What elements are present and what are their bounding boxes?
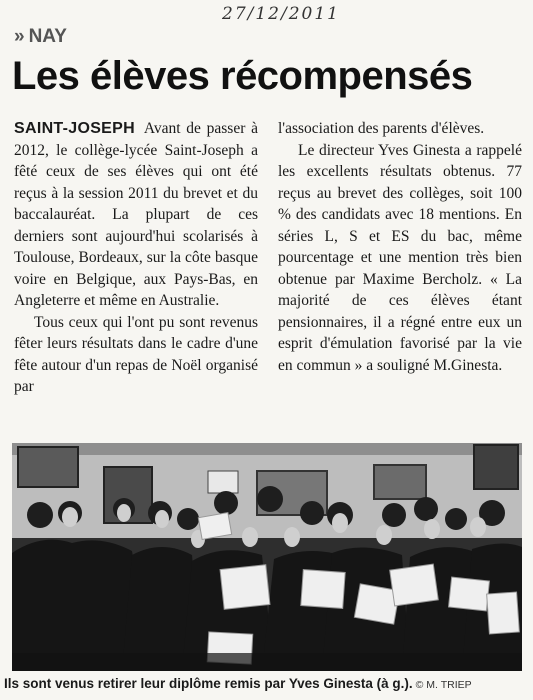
handwritten-date: 27/12/2011 <box>222 4 340 24</box>
paragraph-2: Tous ceux qui l'ont pu sont revenus fêter leurs résultats dans le cadre d'une fête autour d'un repas de Noël organisé par <box>14 313 258 395</box>
group-photo-illustration <box>12 443 522 671</box>
section-chevrons: » <box>14 26 25 47</box>
paragraph-1-text: Avant de passer à 2012, le collège-lycée Saint-Joseph a fêté ceux de ses élèves qui ont été reçus à la session 2011 du brevet et du baccalauréat. La plupart de ces derniers sont aujourd'hui scolarisés à Toulouse, Bordeaux, sur la côte basque voire en Belgique, aux Pays-Bas, en Angleterre et même en Australie. <box>14 120 258 309</box>
paragraph-1 <box>14 118 258 312</box>
dateline: SAINT-JOSEPH <box>14 120 135 137</box>
paragraph-3: Le directeur Yves Ginesta a rappelé les excellents résultats obtenus. 77 reçus au brevet des collèges, soit 100 % des candidats avec 18 mentions. En séries L, S et ES du bac, même pourcentage et une mention très bien obtenue par Maxime Bercholz. « La majorité de ces élèves étant pensionnaires, il a régné entre eux un esprit d'émulation favorisé par la vie en commun » a souligné M.Ginesta. <box>278 141 522 374</box>
caption-text: Ils sont venus retirer leur diplôme remis par Yves Ginesta (à g.). <box>4 676 413 691</box>
photo-caption <box>4 676 524 691</box>
section-name: NAY <box>28 26 67 47</box>
article-body <box>14 118 522 438</box>
paragraph-2-continued: l'association des parents d'élèves. <box>278 120 485 137</box>
article-column-1 <box>14 118 258 438</box>
photo-credit: © M. TRIEP <box>415 679 472 691</box>
headline: Les élèves récompensés <box>12 54 473 98</box>
group-photo <box>12 443 522 671</box>
article-column-2 <box>278 118 522 438</box>
section-kicker <box>14 26 67 48</box>
